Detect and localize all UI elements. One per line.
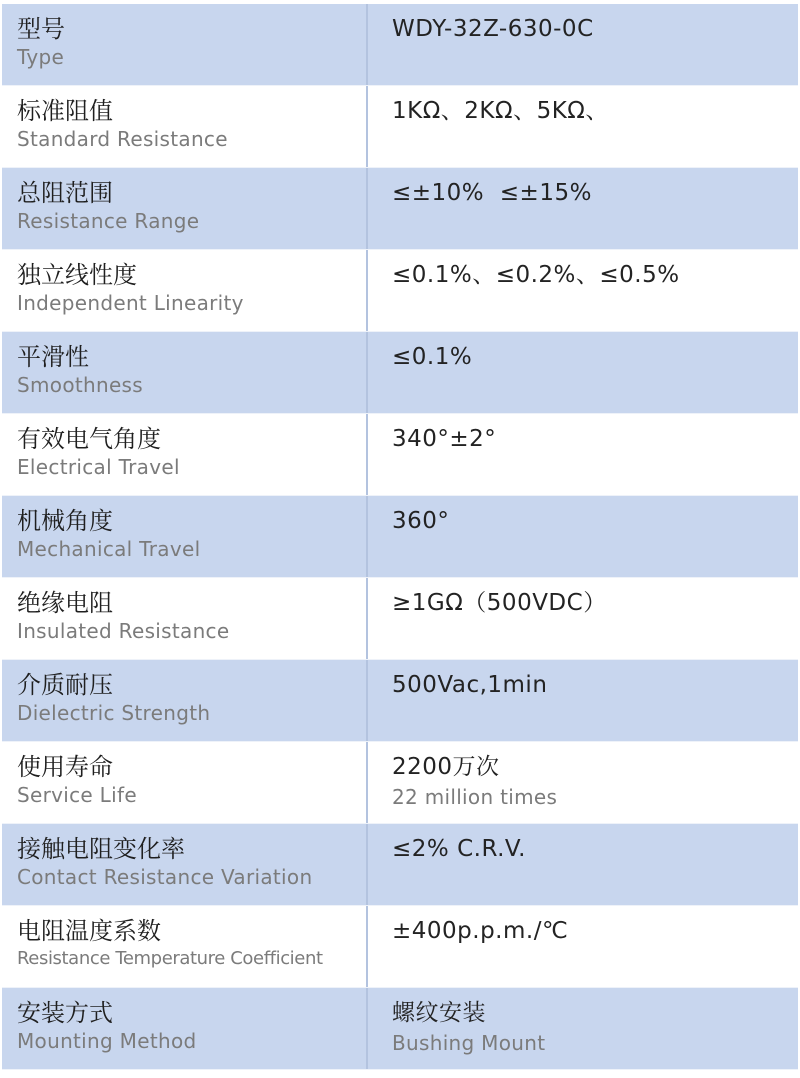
label-cn: 型号 — [17, 15, 65, 43]
label-en: Service Life — [17, 783, 137, 807]
label-en: Contact Resistance Variation — [17, 865, 313, 889]
spec-row-insulated-resistance — [2, 578, 798, 660]
label-cell — [2, 578, 368, 659]
label-en: Electrical Travel — [17, 455, 180, 479]
value-main: 1KΩ、2KΩ、5KΩ、 — [392, 98, 609, 124]
value-main: ≥1GΩ（500VDC） — [392, 590, 607, 616]
value-cell — [368, 496, 798, 577]
value-cell — [368, 4, 798, 85]
label-en: Resistance Temperature Coefficient — [17, 948, 323, 969]
value-main: ≤2% C.R.V. — [392, 836, 526, 862]
value-main: ≤±10% ≤±15% — [392, 180, 592, 206]
spec-row-type — [2, 4, 798, 86]
value-cell — [368, 824, 798, 905]
value-cell — [368, 578, 798, 659]
value-main: ±400p.p.m./℃ — [392, 918, 569, 944]
label-cell — [2, 4, 368, 85]
label-cn: 电阻温度系数 — [17, 917, 161, 945]
label-cn: 机械角度 — [17, 507, 113, 535]
spec-row-resistance-range — [2, 168, 798, 250]
label-cn: 总阻范围 — [17, 179, 113, 207]
value-cell — [368, 906, 798, 987]
value-main: 360° — [392, 508, 450, 534]
label-cell — [2, 414, 368, 495]
value-main: ≤0.1%、≤0.2%、≤0.5% — [392, 262, 680, 288]
value-cell — [368, 742, 798, 823]
label-cell — [2, 168, 368, 249]
label-cell — [2, 906, 368, 987]
label-en: Dielectric Strength — [17, 701, 211, 725]
label-en: Independent Linearity — [17, 291, 244, 315]
label-en: Insulated Resistance — [17, 619, 230, 643]
label-cell — [2, 250, 368, 331]
value-cell — [368, 86, 798, 167]
label-cell — [2, 742, 368, 823]
label-cn: 独立线性度 — [17, 261, 137, 289]
value-main: ≤0.1% — [392, 344, 473, 370]
spec-row-smoothness — [2, 332, 798, 414]
label-cn: 标准阻值 — [17, 97, 113, 125]
label-en: Resistance Range — [17, 209, 200, 233]
label-cn: 接触电阻变化率 — [17, 835, 185, 863]
label-en: Smoothness — [17, 373, 143, 397]
label-cn: 平滑性 — [17, 343, 89, 371]
value-main: 500Vac,1min — [392, 672, 548, 698]
spec-row-service-life — [2, 742, 798, 824]
label-cell — [2, 86, 368, 167]
value-cell — [368, 988, 798, 1069]
label-en: Type — [17, 45, 65, 69]
label-cn: 安装方式 — [17, 999, 113, 1027]
label-cell — [2, 332, 368, 413]
value-sub: 22 million times — [392, 785, 558, 809]
label-cell — [2, 824, 368, 905]
value-main: WDY-32Z-630-0C — [392, 16, 594, 42]
label-en: Mechanical Travel — [17, 537, 201, 561]
spec-row-mechanical-travel — [2, 496, 798, 578]
value-main: 2200万次 — [392, 754, 500, 780]
spec-row-electrical-travel — [2, 414, 798, 496]
label-cn: 使用寿命 — [17, 753, 113, 781]
value-cell — [368, 332, 798, 413]
spec-row-mounting-method — [2, 988, 798, 1070]
label-cell — [2, 988, 368, 1069]
value-sub: Bushing Mount — [392, 1031, 546, 1055]
value-main: 螺纹安装 — [392, 1000, 486, 1026]
value-main: 340°±2° — [392, 426, 497, 452]
label-cn: 绝缘电阻 — [17, 589, 113, 617]
value-cell — [368, 660, 798, 741]
value-cell — [368, 414, 798, 495]
spec-row-standard-resistance — [2, 86, 798, 168]
spec-row-resistance-temperature-coefficient — [2, 906, 798, 988]
spec-row-contact-resistance-variation — [2, 824, 798, 906]
spec-row-dielectric-strength — [2, 660, 798, 742]
label-cn: 有效电气角度 — [17, 425, 161, 453]
label-cell — [2, 496, 368, 577]
value-cell — [368, 250, 798, 331]
label-cn: 介质耐压 — [17, 671, 113, 699]
label-en: Mounting Method — [17, 1029, 197, 1053]
label-en: Standard Resistance — [17, 127, 228, 151]
spec-row-independent-linearity — [2, 250, 798, 332]
label-cell — [2, 660, 368, 741]
value-cell — [368, 168, 798, 249]
